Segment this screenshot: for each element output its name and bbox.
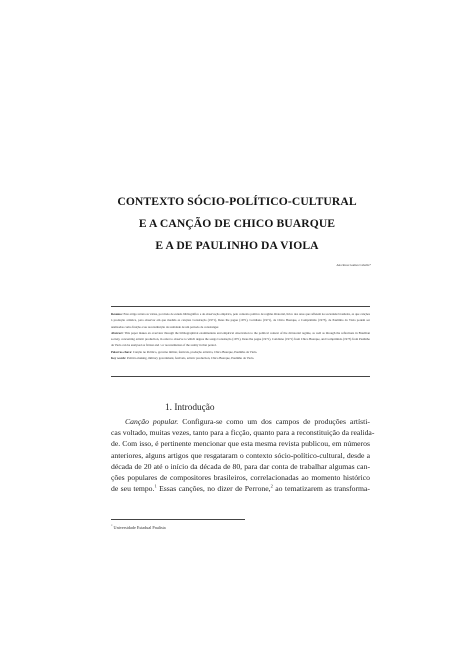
- body-line: cas voltado, muitas vezes, tanto para a ficção, quanto para a reconstituição da realida-: [111, 428, 375, 438]
- resumo-paragraph: [111, 311, 370, 330]
- resumo-text: Este artigo retrata as várias, por meio de estudo bibliográfico e de observação empírica, pelo contexto político de regime ditatorial, lírico dos anos que refletem na sociedade brasileira, as que canções à produção artística, para observar em que medida as canções Construção (1971), Deus lhe pague (1971), Cotidiano (1971), de Chico Buarque, e Comprimido (1973), de Paulinho da Viola podem ser analisadas como fruição e/ou reconstituição da realidade de um período de constranger.: [111, 312, 370, 329]
- footnote-rule: [111, 519, 245, 520]
- resumo-label: Resumo:: [111, 312, 123, 316]
- body-line: anteriores, alguns artigos que resgataram o contexto sócio-político-cultural, desde a: [111, 450, 370, 460]
- keywords-pt-label: Palavras-chave:: [111, 349, 133, 354]
- abstract-text: This paper makes an overview through the bibliographical examinations and empirical observation to the political context of the dictatorial regime, as well as through the reflections in Brazilian society, concerning artistic production, in order to observe to which degree the songs Construção (1971), Deus lhe pague (1971), Cotidiano (1971) from Chico Buarque, and Comprimido (1973) from Paulinho da Viola can be analysed as fiction and / or reconstitution of the reality in that period.: [111, 330, 370, 348]
- section-title: Introdução: [174, 403, 215, 413]
- abstract-top-rule: [111, 306, 370, 307]
- abstract-label: Abstract:: [111, 330, 124, 335]
- body-line: ções populares de compositores brasileiros, correlacionadas ao momento histórico: [111, 473, 370, 483]
- footnote-mark: *: [111, 523, 113, 528]
- body-line-text: Configura-se como um dos campos de produções artísti-: [178, 417, 370, 426]
- keywords-en-label: Key words:: [111, 356, 127, 361]
- body-line-text: Essas canções, no dizer de Perrone,: [156, 484, 271, 494]
- body-line-text: ao tematizarem as transforma-: [272, 484, 370, 494]
- footnote-ref-1: 1: [154, 483, 157, 489]
- footnote-text: Universidade Estadual Paulista: [112, 525, 166, 530]
- keywords-en-paragraph: [111, 355, 370, 361]
- abstract-block: [111, 311, 370, 361]
- section-heading: [165, 403, 215, 413]
- body-line-text: de seu tempo.: [111, 484, 155, 494]
- body-line: de. Com isso, é pertinente mencionar que esta mesma revista publicou, em números: [111, 439, 370, 449]
- body-text: [111, 416, 375, 494]
- body-line: [111, 483, 370, 494]
- footnote-ref-2: 2: [270, 483, 273, 489]
- title-line-1: CONTEXTO SÓCIO-POLÍTICO-CULTURAL: [117, 195, 357, 208]
- abstract-paragraph: [111, 330, 370, 349]
- abstract-bottom-rule: [111, 376, 370, 377]
- author-name: Ana Rosa Gomes Cabello*: [336, 263, 371, 267]
- body-line: década de 20 até o início da década de 80, para dar conta de trabalhar algumas can-: [111, 461, 370, 471]
- section-number: 1.: [165, 403, 172, 413]
- body-italic-term: Canção popular.: [125, 417, 179, 426]
- keywords-pt-text: Canção no Político, governo militar, festivais, produção artística, Chico Buarque, Paulinho da Viola.: [132, 349, 258, 354]
- title-line-2: E A CANÇÃO DE CHICO BUARQUE: [138, 217, 336, 230]
- title-line-3: E A DE PAULINHO DA VIOLA: [155, 239, 319, 252]
- body-line: [111, 416, 370, 427]
- keywords-en-text: Politics-making, military government, festivals, artistic production, Chico Buarque, Paulinho da Viola.: [127, 356, 255, 361]
- footnote: [111, 525, 166, 530]
